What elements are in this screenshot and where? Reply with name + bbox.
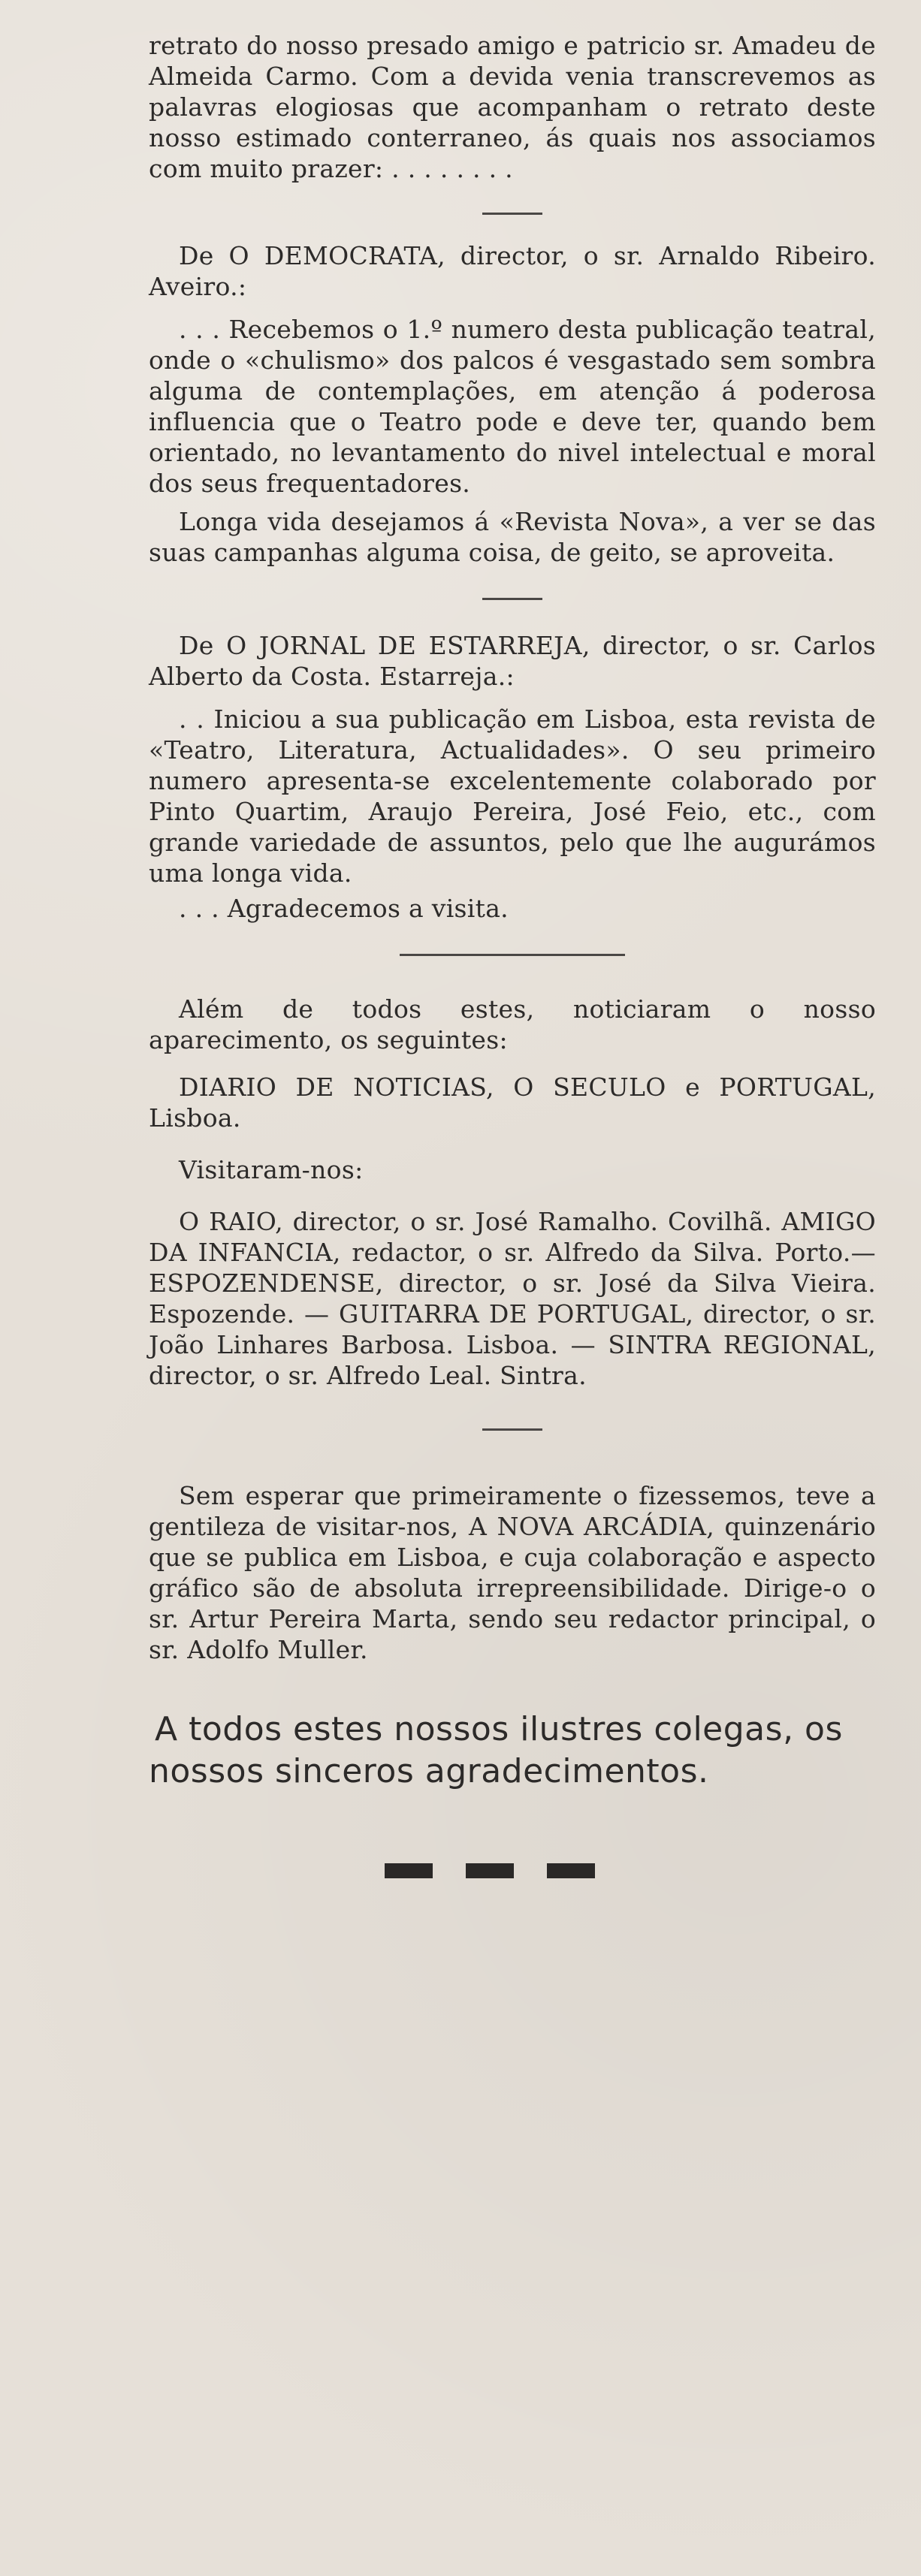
ornament-bar <box>385 1863 433 1878</box>
paragraph-democrata-heading: De O DEMOCRATA, director, o sr. Arnaldo Ribeiro. Aveiro.: <box>149 241 876 301</box>
paragraph-estarreja-thanks: . . . Agradecemos a visita. <box>179 894 509 923</box>
paragraph-democrata-wish: Longa vida desejamos á «Revista Nova», a ver se das suas campanhas alguma coisa, de geito, se aproveita. <box>149 507 876 567</box>
section-divider-2 <box>482 598 542 600</box>
end-ornament <box>104 1863 876 1878</box>
paragraph-democrata-quote: . . . Recebemos o 1.º numero desta publicação teatral, onde o «chulismo» dos palcos é vesgastado sem sombra alguma de contemplações, em atenção á poderosa influencia que o Teatro pode e deve ter, quando bem orientado, no levantamento do nivel intelectual e moral dos seus frequentadores. <box>149 315 876 498</box>
paragraph-visitors-list: O RAIO, director, o sr. José Ramalho. Covilhã. AMIGO DA INFANCIA, redactor, o sr. Alfredo da Silva. Porto.—ESPOZENDENSE, director, o sr. José da Silva Vieira. Espozende. — GUITARRA DE PORTUGAL, director, o sr. João Linhares Barbosa. Lisboa. — SINTRA REGIONAL, director, o sr. Alfredo Leal. Sintra. <box>149 1207 876 1390</box>
text-column <box>149 30 876 1878</box>
closing-thanks: A todos estes nossos ilustres colegas, os nossos sinceros agradecimentos. <box>149 1710 843 1790</box>
paragraph-other-notices: Além de todos estes, noticiaram o nosso aparecimento, os seguintes: <box>149 994 876 1054</box>
section-divider-1 <box>482 213 542 215</box>
section-divider-3 <box>400 954 625 956</box>
paragraph-estarreja-quote: . . Iniciou a sua publicação em Lisboa, esta revista de «Teatro, Literatura, Actualidades». O seu primeiro numero apresenta-se excelentemente colaborado por Pinto Quartim, Araujo Pereira, José Feio, etc., com grande variedade de assuntos, pelo que lhe augurámos uma longa vida. <box>149 704 876 888</box>
paragraph-lisbon-papers: DIARIO DE NOTICIAS, O SECULO e PORTUGAL, Lisboa. <box>149 1072 876 1133</box>
paragraph-retrato: retrato do nosso presado amigo e patricio sr. Amadeu de Almeida Carmo. Com a devida venia transcrevemos as palavras elogiosas que acompanham o retrato deste nosso estimado conterraneo, ás quais nos associamos com muito prazer: . . . . . . . . <box>149 31 876 183</box>
section-divider-4 <box>482 1428 542 1431</box>
paragraph-visitors-heading: Visitaram-nos: <box>179 1155 364 1184</box>
ornament-bar <box>547 1863 595 1878</box>
ornament-bar <box>466 1863 514 1878</box>
paragraph-estarreja-heading: De O JORNAL DE ESTARREJA, director, o sr. Carlos Alberto da Costa. Estarreja.: <box>149 631 876 691</box>
paragraph-nova-arcadia: Sem esperar que primeiramente o fizessemos, teve a gentileza de visitar-nos, A NOVA ARCÁDIA, quinzenário que se publica em Lisboa, e cuja colaboração e aspecto gráfico são de absoluta irrepreensibilidade. Dirige-o o sr. Artur Pereira Marta, sendo seu redactor principal, o sr. Adolfo Muller. <box>149 1481 876 1664</box>
